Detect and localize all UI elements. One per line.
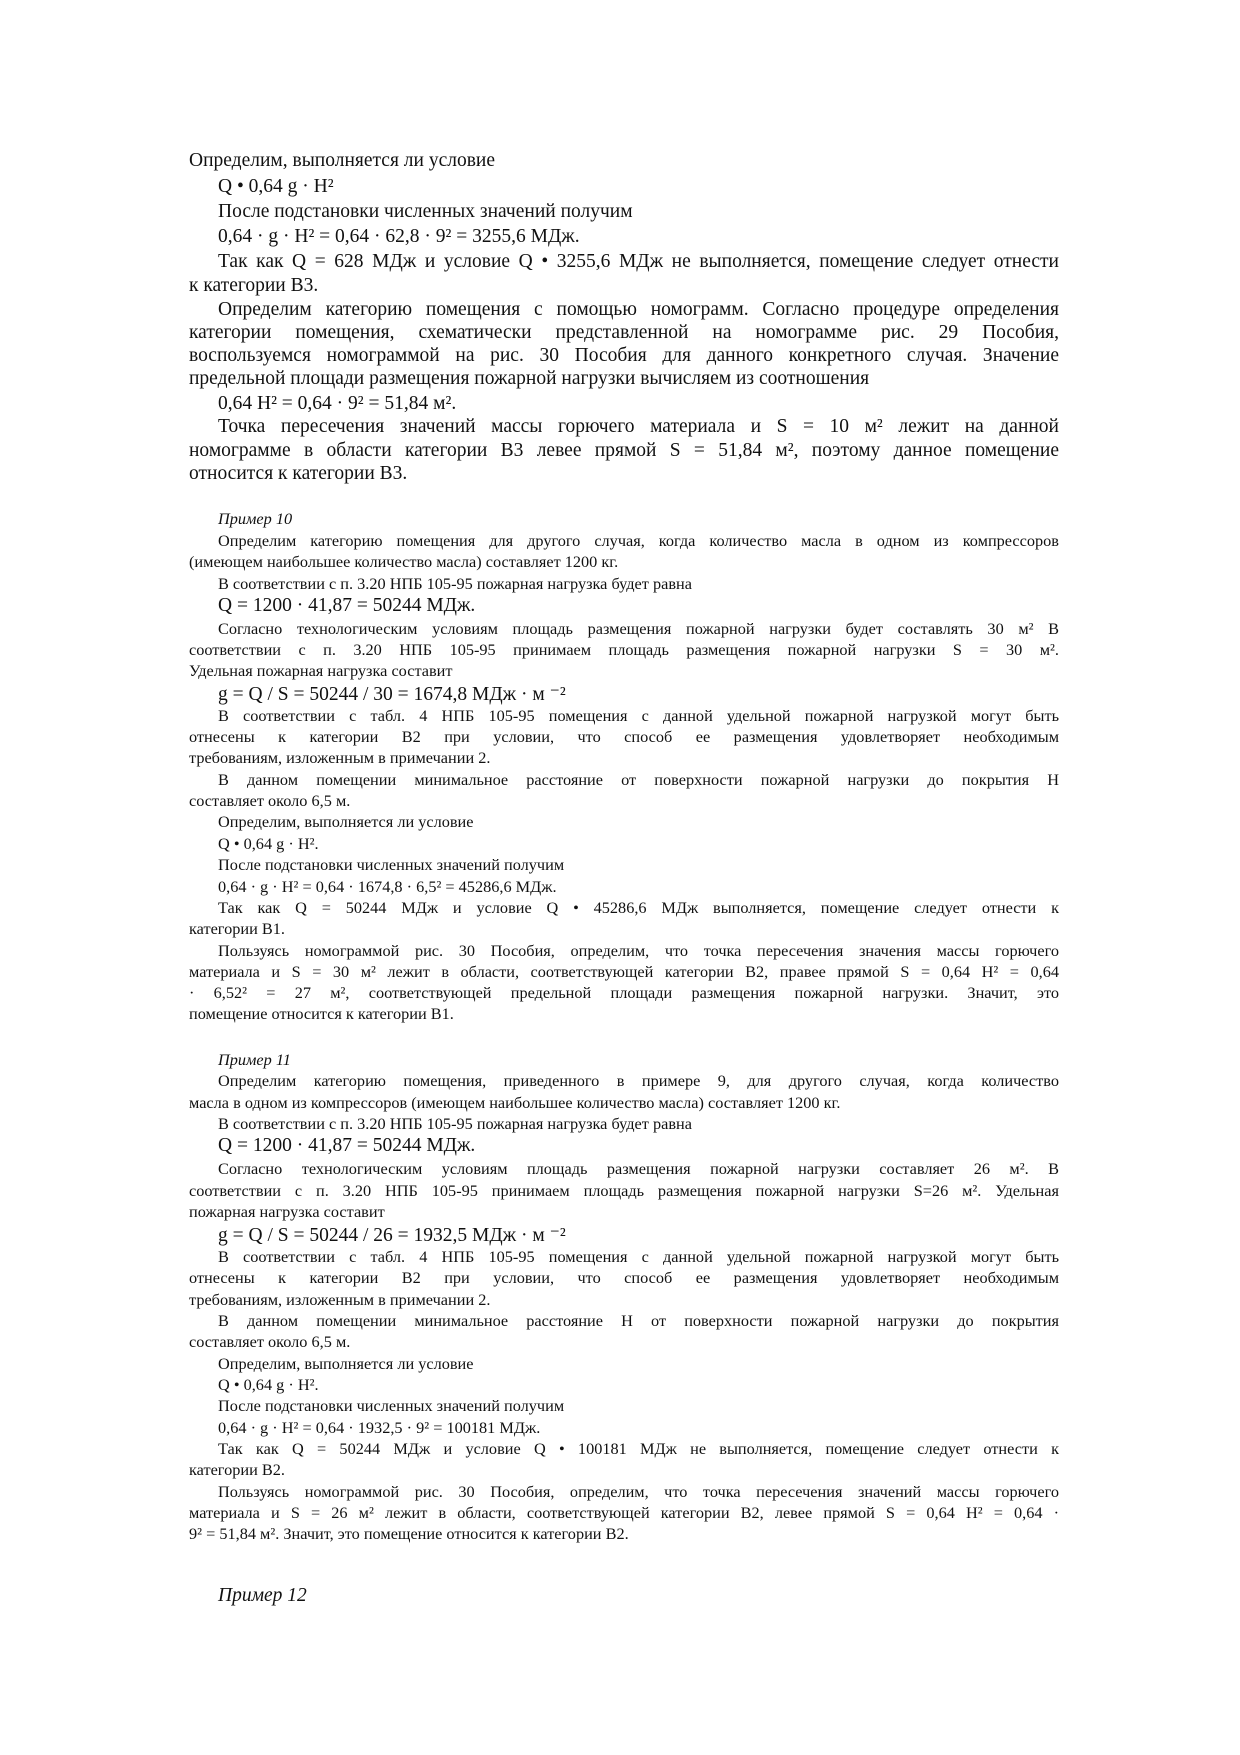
text-line: g = Q / S = 50244 / 30 = 1674,8 МДж · м ⁻² <box>218 684 566 705</box>
text-line: составляет около 6,5 м. <box>189 1332 351 1351</box>
text-line: 0,64 · g · H² = 0,64 · 1674,8 · 6,5² = 45286,6 МДж. <box>218 877 557 896</box>
text-line: соответствии с п. 3.20 НПБ 105-95 принимаем площадь размещения пожарной нагрузки S=26 м². Удельная <box>189 1181 1059 1200</box>
text-line: Q • 0,64 g · H². <box>218 1375 319 1394</box>
text-line: g = Q / S = 50244 / 26 = 1932,5 МДж · м ⁻² <box>218 1225 566 1246</box>
text-line: Q = 1200 · 41,87 = 50244 МДж. <box>218 595 476 616</box>
text-line: Пользуясь номограммой рис. 30 Пособия, определим, что точка пересечения значений массы горючего <box>218 1482 1059 1501</box>
text-line: материала и S = 26 м² лежит в области, соответствующей категории В2, левее прямой S = 0,64 H² = 0,64 · <box>189 1503 1059 1522</box>
text-line: соответствии с п. 3.20 НПБ 105-95 принимаем площадь размещения пожарной нагрузки S = 30 м². <box>189 640 1059 659</box>
text-line: Так как Q = 50244 МДж и условие Q • 100181 МДж не выполняется, помещение следует отнести к <box>218 1439 1059 1458</box>
text-line: пожарная нагрузка составит <box>189 1202 385 1221</box>
text-line: Определим, выполняется ли условие <box>218 812 474 831</box>
text-line: Точка пересечения значений массы горючего материала и S = 10 м² лежит на данной <box>218 416 1059 437</box>
text-line: Q • 0,64 g · H². <box>218 834 319 853</box>
text-line: · 6,52² = 27 м², соответствующей предельной площади размещения пожарной нагрузки. Значит, это <box>189 983 1059 1002</box>
text-line: Определим, выполняется ли условие <box>218 1354 474 1373</box>
text-line: После подстановки численных значений получим <box>218 201 633 222</box>
text-line: Определим категорию помещения для другого случая, когда количество масла в одном из компрессоров <box>218 531 1059 550</box>
text-line: отнесены к категории В2 при условии, что способ ее размещения удовлетворяет необходимым <box>189 1268 1059 1287</box>
text-line: Q = 1200 · 41,87 = 50244 МДж. <box>218 1135 476 1156</box>
text-line: категории В1. <box>189 919 285 938</box>
text-line: В соответствии с п. 3.20 НПБ 105-95 пожарная нагрузка будет равна <box>218 574 692 593</box>
text-line: Определим, выполняется ли условие <box>189 150 496 171</box>
text-line: требованиям, изложенным в примечании 2. <box>189 748 491 767</box>
text-line: В данном помещении минимальное расстояние H от поверхности пожарной нагрузки до покрытия <box>218 1311 1059 1330</box>
text-line: Удельная пожарная нагрузка составит <box>189 661 453 680</box>
text-line: В соответствии с табл. 4 НПБ 105-95 помещения с данной удельной пожарной нагрузкой могут быть <box>218 706 1059 725</box>
text-line: (имеющем наибольшее количество масла) составляет 1200 кг. <box>189 552 619 571</box>
text-line: После подстановки численных значений получим <box>218 1396 565 1415</box>
text-line: воспользуемся номограммой на рис. 30 Пособия для данного конкретного случая. Значение <box>189 345 1059 366</box>
text-line: В данном помещении минимальное расстояние от поверхности пожарной нагрузки до покрытия H <box>218 770 1059 789</box>
text-line: категории помещения, схематически представленной на номограмме рис. 29 Пособия, <box>189 322 1059 343</box>
text-line: отнесены к категории В2 при условии, что способ ее размещения удовлетворяет необходимым <box>189 727 1059 746</box>
text-line: относится к категории В3. <box>189 463 408 484</box>
text-line: Согласно технологическим условиям площадь размещения пожарной нагрузки будет составлять 30 м² В <box>218 619 1059 638</box>
text-line: материала и S = 30 м² лежит в области, соответствующей категории В2, правее прямой S = 0,64 H² = 0,64 <box>189 962 1059 981</box>
text-line: масла в одном из компрессоров (имеющем наибольшее количество масла) составляет 1200 кг. <box>189 1093 841 1112</box>
text-line: предельной площади размещения пожарной нагрузки вычисляем из соотношения <box>189 368 870 389</box>
text-line: 0,64 · g · H² = 0,64 · 62,8 · 9² = 3255,6 МДж. <box>218 226 580 247</box>
example-heading: Пример 10 <box>218 509 293 528</box>
text-line: требованиям, изложенным в примечании 2. <box>189 1290 491 1309</box>
text-line: категории В2. <box>189 1460 285 1479</box>
text-line: Определим категорию помещения с помощью номограмм. Согласно процедуре определения <box>218 299 1059 320</box>
text-line: помещение относится к категории В1. <box>189 1004 454 1023</box>
text-line: Так как Q = 50244 МДж и условие Q • 45286,6 МДж выполняется, помещение следует отнести к <box>218 898 1059 917</box>
text-line: Определим категорию помещения, приведенного в примере 9, для другого случая, когда количество <box>218 1071 1059 1090</box>
text-line: Пользуясь номограммой рис. 30 Пособия, определим, что точка пересечения значения массы горючего <box>218 941 1059 960</box>
text-line: В соответствии с табл. 4 НПБ 105-95 помещения с данной удельной пожарной нагрузкой могут быть <box>218 1247 1059 1266</box>
text-line: Так как Q = 628 МДж и условие Q • 3255,6 МДж не выполняется, помещение следует отнести <box>218 251 1059 272</box>
text-line: После подстановки численных значений получим <box>218 855 565 874</box>
text-line: В соответствии с п. 3.20 НПБ 105-95 пожарная нагрузка будет равна <box>218 1114 692 1133</box>
text-line: Согласно технологическим условиям площадь размещения пожарной нагрузки составляет 26 м². В <box>218 1159 1059 1178</box>
text-line: номограмме в области категории В3 левее прямой S = 51,84 м², поэтому данное помещение <box>189 440 1059 461</box>
example-heading: Пример 11 <box>218 1050 291 1069</box>
text-line: 0,64 H² = 0,64 · 9² = 51,84 м². <box>218 393 457 414</box>
text-line: 9² = 51,84 м². Значит, это помещение относится к категории В2. <box>189 1524 629 1543</box>
text-line: к категории В3. <box>189 275 319 296</box>
text-line: Q • 0,64 g · H² <box>218 176 334 197</box>
text-line: 0,64 · g · H² = 0,64 · 1932,5 · 9² = 100181 МДж. <box>218 1418 541 1437</box>
text-line: составляет около 6,5 м. <box>189 791 351 810</box>
example-heading: Пример 12 <box>218 1585 307 1606</box>
